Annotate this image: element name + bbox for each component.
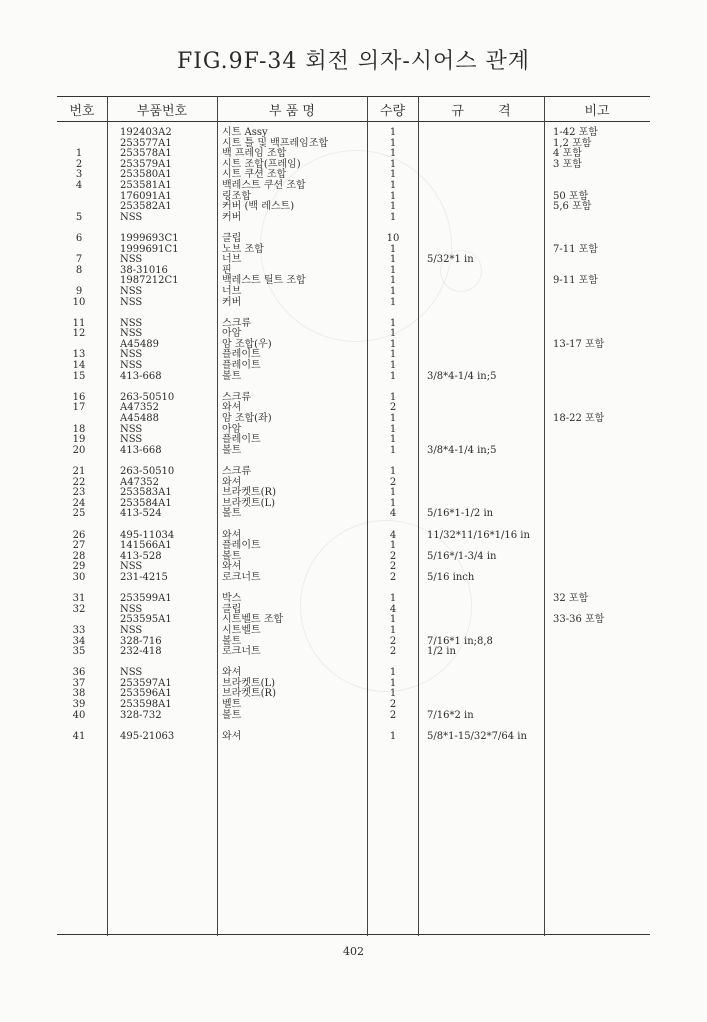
- cell-no: 26: [72, 529, 86, 541]
- cell-spec: 7/16*2 in: [427, 709, 474, 721]
- cell-part-no: NSS: [120, 561, 143, 573]
- table-row: [0, 531, 707, 542]
- page-title: FIG.9F-34 회전 의자-시어스 관계: [176, 49, 531, 74]
- cell-qty: 1: [389, 466, 397, 477]
- cell-part-no: 328-732: [120, 709, 162, 721]
- cell-part-name: 노브 조합: [222, 243, 264, 255]
- cell-part-no: NSS: [120, 423, 143, 435]
- cell-part-name: 와셔: [222, 667, 242, 679]
- cell-qty: 2: [389, 561, 397, 573]
- cell-qty: 2: [389, 571, 397, 583]
- table-row: [0, 287, 707, 298]
- cell-part-name: 볼트: [222, 508, 242, 520]
- cell-qty: 1: [389, 614, 397, 626]
- cell-no: 17: [72, 402, 86, 414]
- cell-part-name: 시트 쿠션 조합: [222, 169, 287, 181]
- table-row: [0, 732, 707, 743]
- cell-part-no: 253577A1: [120, 137, 172, 149]
- cell-part-no: NSS: [120, 603, 143, 615]
- cell-part-no: NSS: [120, 285, 143, 297]
- cell-no: 20: [72, 444, 86, 456]
- cell-no: 28: [72, 550, 86, 562]
- cell-part-no: 253580A1: [120, 169, 172, 181]
- table-row: [0, 192, 707, 203]
- cell-no: 34: [72, 635, 86, 647]
- cell-no: 4: [75, 179, 83, 191]
- cell-part-no: 413-524: [120, 508, 162, 520]
- cell-no: 35: [72, 646, 86, 658]
- cell-part-name: 와셔: [222, 476, 242, 488]
- cell-part-name: 스크류: [222, 466, 251, 477]
- cell-part-name: 백레스트 쿠션 조합: [222, 179, 306, 191]
- table-row: [0, 266, 707, 277]
- cell-no: 6: [75, 232, 83, 244]
- cell-spec: 5/16 inch: [427, 571, 475, 583]
- cell-part-name: 플레이트: [222, 540, 261, 552]
- cell-part-no: 263-50510: [120, 391, 175, 403]
- table-row: [0, 319, 707, 330]
- cell-qty: 1: [389, 127, 397, 138]
- cell-part-name: 브라켓트(L): [222, 677, 276, 689]
- cell-no: 11: [72, 317, 86, 329]
- cell-part-name: 너브: [222, 285, 242, 297]
- cell-no: 31: [72, 593, 86, 605]
- table-row: [0, 414, 707, 425]
- row-group-gap: [0, 308, 707, 319]
- table-row: [0, 499, 707, 510]
- cell-part-no: NSS: [120, 296, 143, 308]
- cell-no: 29: [72, 561, 86, 573]
- cell-no: 41: [72, 730, 86, 742]
- cell-qty: 2: [389, 550, 397, 562]
- cell-qty: 1: [389, 497, 397, 509]
- table-row: [0, 668, 707, 679]
- cell-spec: 5/8*1-15/32*7/64 in: [427, 730, 527, 742]
- table-row: [0, 149, 707, 160]
- header-spec: 규 격: [451, 104, 511, 119]
- cell-part-no: 495-11034: [120, 529, 175, 541]
- cell-qty: 10: [386, 232, 400, 244]
- cell-part-name: 링조합: [222, 190, 251, 202]
- cell-part-name: 클립: [222, 603, 242, 615]
- cell-no: 3: [75, 169, 83, 181]
- cell-part-no: 253583A1: [120, 487, 172, 499]
- cell-no: 24: [72, 497, 86, 509]
- cell-part-no: 413-668: [120, 370, 162, 382]
- table-row: [0, 562, 707, 573]
- cell-qty: 1: [389, 593, 397, 605]
- cell-part-no: NSS: [120, 624, 143, 636]
- table-row: [0, 594, 707, 605]
- cell-part-name: 플레이트: [222, 360, 261, 372]
- cell-qty: 1: [389, 667, 397, 679]
- cell-part-no: 253584A1: [120, 497, 172, 509]
- cell-qty: 1: [389, 243, 397, 255]
- table-row: [0, 139, 707, 150]
- cell-part-name: 볼트: [222, 635, 242, 647]
- cell-part-name: 박스: [222, 593, 242, 605]
- cell-spec: 5/16*1-1/2 in: [427, 508, 494, 520]
- cell-part-no: NSS: [120, 434, 143, 446]
- cell-no: 39: [72, 699, 86, 711]
- cell-no: 9: [75, 285, 83, 297]
- cell-no: 21: [72, 466, 86, 477]
- header-qty: 수량: [379, 104, 406, 119]
- cell-note: 1,2 포함: [553, 137, 592, 149]
- cell-no: 15: [72, 370, 86, 382]
- table-row: [0, 637, 707, 648]
- cell-qty: 1: [389, 211, 397, 223]
- cell-part-no: 413-668: [120, 444, 162, 456]
- cell-qty: 1: [389, 370, 397, 382]
- cell-part-no: NSS: [120, 360, 143, 372]
- cell-spec: 11/32*11/16*1/16 in: [427, 529, 530, 541]
- table-header: [57, 98, 650, 120]
- cell-part-no: 176091A1: [120, 190, 172, 202]
- cell-part-no: NSS: [120, 254, 143, 266]
- table-row: [0, 689, 707, 700]
- cell-qty: 1: [389, 254, 397, 266]
- table-row: [0, 679, 707, 690]
- cell-no: 32: [72, 603, 86, 615]
- table-row: [0, 245, 707, 256]
- table-row: [0, 446, 707, 457]
- table-row: [0, 541, 707, 552]
- cell-part-no: 232-418: [120, 646, 162, 658]
- cell-part-name: 브라켓트(R): [222, 688, 276, 700]
- row-group-gap: [0, 520, 707, 531]
- cell-qty: 1: [389, 179, 397, 191]
- table-row: [0, 276, 707, 287]
- cell-note: 3 포함: [553, 158, 582, 170]
- cell-part-name: 백 프레임 조합: [222, 148, 287, 160]
- table-row: [0, 213, 707, 224]
- cell-qty: 1: [389, 275, 397, 287]
- cell-part-no: 495-21063: [120, 730, 175, 742]
- cell-part-name: 커버: [222, 296, 242, 308]
- cell-part-name: 와셔: [222, 730, 242, 742]
- cell-no: 7: [75, 254, 83, 266]
- cell-part-no: 1987212C1: [120, 275, 179, 287]
- cell-spec: 3/8*4-1/4 in;5: [427, 370, 497, 382]
- cell-qty: 4: [389, 508, 397, 520]
- row-group-gap: [0, 223, 707, 234]
- table-row: [0, 467, 707, 478]
- cell-part-name: 시트 틀 및 백프레임조합: [222, 137, 329, 149]
- row-group-gap: [0, 382, 707, 393]
- cell-no: 18: [72, 423, 86, 435]
- cell-no: 37: [72, 677, 86, 689]
- table-row: [0, 160, 707, 171]
- cell-part-no: 253599A1: [120, 593, 172, 605]
- cell-qty: 1: [389, 487, 397, 499]
- cell-no: 23: [72, 487, 86, 499]
- cell-part-name: 볼트: [222, 370, 242, 382]
- cell-part-no: NSS: [120, 667, 143, 679]
- cell-spec: 7/16*1 in;8,8: [427, 635, 493, 647]
- cell-part-name: 백레스트 틸트 조합: [222, 275, 306, 287]
- cell-qty: 1: [389, 423, 397, 435]
- cell-no: 19: [72, 434, 86, 446]
- cell-part-no: 38-31016: [120, 264, 168, 276]
- cell-part-no: A45488: [120, 413, 160, 425]
- cell-qty: 2: [389, 476, 397, 488]
- header-note: 비고: [584, 104, 610, 119]
- cell-no: 16: [72, 391, 86, 403]
- cell-part-no: 253596A1: [120, 688, 172, 700]
- cell-part-no: 328-716: [120, 635, 162, 647]
- cell-no: 5: [75, 211, 83, 223]
- cell-qty: 2: [389, 709, 397, 721]
- cell-qty: 1: [389, 540, 397, 552]
- cell-part-no: 253582A1: [120, 201, 172, 213]
- cell-note: 32 포함: [553, 593, 589, 605]
- cell-part-no: 253598A1: [120, 699, 172, 711]
- table-row: [0, 425, 707, 436]
- cell-qty: 2: [389, 646, 397, 658]
- cell-note: 18-22 포함: [553, 413, 605, 425]
- cell-part-name: 너브: [222, 254, 242, 266]
- cell-no: 38: [72, 688, 86, 700]
- cell-part-no: 253595A1: [120, 614, 172, 626]
- cell-qty: 1: [389, 434, 397, 446]
- cell-qty: 1: [389, 349, 397, 361]
- cell-qty: 1: [389, 296, 397, 308]
- cell-qty: 1: [389, 730, 397, 742]
- cell-part-name: 로크너트: [222, 571, 261, 583]
- cell-no: 27: [72, 540, 86, 552]
- table-row: [0, 573, 707, 584]
- table-header-rule: [57, 121, 650, 122]
- row-group-gap: [0, 658, 707, 669]
- row-group-gap: [0, 584, 707, 595]
- cell-part-no: NSS: [120, 349, 143, 361]
- cell-part-no: NSS: [120, 328, 143, 340]
- cell-no: 12: [72, 328, 86, 340]
- cell-part-name: 플레이트: [222, 434, 261, 446]
- cell-qty: 4: [389, 529, 397, 541]
- cell-part-no: A45489: [120, 338, 160, 350]
- header-part-no: 부품번호: [136, 104, 188, 119]
- cell-no: 33: [72, 624, 86, 636]
- cell-part-name: 암 조합(좌): [222, 413, 272, 425]
- cell-part-name: 커버 (백 레스트): [222, 201, 295, 213]
- cell-note: 7-11 포함: [553, 243, 598, 255]
- cell-qty: 1: [389, 190, 397, 202]
- cell-qty: 1: [389, 391, 397, 403]
- cell-qty: 1: [389, 148, 397, 160]
- cell-spec: 3/8*4-1/4 in;5: [427, 444, 497, 456]
- table-top-rule: [57, 96, 650, 97]
- table-row: [0, 435, 707, 446]
- table-row: [0, 711, 707, 722]
- cell-qty: 1: [389, 264, 397, 276]
- table-bottom-rule: [57, 934, 650, 935]
- cell-part-name: 클립: [222, 232, 242, 244]
- table-row: [0, 255, 707, 266]
- cell-qty: 1: [389, 317, 397, 329]
- cell-part-name: 핀: [222, 264, 232, 276]
- cell-part-name: 볼트: [222, 709, 242, 721]
- cell-part-no: 253578A1: [120, 148, 172, 160]
- cell-part-no: A47352: [120, 402, 160, 414]
- cell-part-name: 시트 Assy: [222, 127, 268, 138]
- cell-part-name: 브라켓트(R): [222, 487, 276, 499]
- cell-qty: 1: [389, 137, 397, 149]
- cell-qty: 1: [389, 677, 397, 689]
- cell-spec: 5/16*/1-3/4 in: [427, 550, 497, 562]
- table-row: [0, 350, 707, 361]
- cell-no: 22: [72, 476, 86, 488]
- cell-part-no: 1999691C1: [120, 243, 179, 255]
- table-row: [0, 340, 707, 351]
- cell-qty: 1: [389, 169, 397, 181]
- table-row: [0, 128, 707, 139]
- cell-no: 8: [75, 264, 83, 276]
- cell-part-no: NSS: [120, 317, 143, 329]
- cell-part-name: 시트벨트: [222, 624, 261, 636]
- header-no: 번호: [69, 104, 95, 119]
- table-row: [0, 647, 707, 658]
- table-row: [0, 626, 707, 637]
- cell-note: 1-42 포함: [553, 127, 598, 138]
- cell-part-name: 벨트: [222, 699, 242, 711]
- cell-part-name: 볼트: [222, 550, 242, 562]
- cell-part-name: 와셔: [222, 402, 242, 414]
- table-row: [0, 393, 707, 404]
- cell-no: 10: [72, 296, 86, 308]
- header-part-name: 부 품 명: [269, 104, 315, 119]
- cell-qty: 2: [389, 699, 397, 711]
- cell-part-no: 231-4215: [120, 571, 168, 583]
- cell-qty: 1: [389, 285, 397, 297]
- cell-part-no: NSS: [120, 211, 143, 223]
- cell-part-no: A47352: [120, 476, 160, 488]
- cell-part-name: 볼트: [222, 444, 242, 456]
- table-row: [0, 488, 707, 499]
- cell-note: 5,6 포함: [553, 201, 592, 213]
- cell-part-name: 와셔: [222, 529, 242, 541]
- table-row: [0, 372, 707, 383]
- cell-part-name: 플레이트: [222, 349, 261, 361]
- cell-part-name: 와셔: [222, 561, 242, 573]
- cell-part-name: 브라켓트(L): [222, 497, 276, 509]
- cell-qty: 4: [389, 603, 397, 615]
- cell-part-no: 192403A2: [120, 127, 172, 138]
- table-row: [0, 478, 707, 489]
- cell-part-name: 암 조합(우): [222, 338, 272, 350]
- cell-qty: 1: [389, 338, 397, 350]
- cell-part-no: 413-528: [120, 550, 162, 562]
- cell-no: 36: [72, 667, 86, 679]
- cell-part-no: 253597A1: [120, 677, 172, 689]
- cell-note: 50 포함: [553, 190, 589, 202]
- table-row: [0, 170, 707, 181]
- page-number: 402: [343, 945, 364, 958]
- cell-spec: 5/32*1 in: [427, 254, 474, 266]
- cell-part-name: 아암: [222, 328, 242, 340]
- table-row: [0, 202, 707, 213]
- table-row: [0, 298, 707, 309]
- row-group-gap: [0, 721, 707, 732]
- cell-part-name: 스크류: [222, 391, 251, 403]
- cell-part-name: 커버: [222, 211, 242, 223]
- parts-table-body: [0, 128, 707, 742]
- cell-part-no: 253581A1: [120, 179, 172, 191]
- cell-qty: 1: [389, 624, 397, 636]
- cell-no: 40: [72, 709, 86, 721]
- cell-no: 13: [72, 349, 86, 361]
- cell-part-no: 253579A1: [120, 158, 172, 170]
- table-row: [0, 361, 707, 372]
- cell-part-name: 아암: [222, 423, 242, 435]
- cell-no: 1: [75, 148, 83, 160]
- cell-no: 30: [72, 571, 86, 583]
- cell-qty: 1: [389, 158, 397, 170]
- cell-qty: 1: [389, 328, 397, 340]
- cell-qty: 1: [389, 444, 397, 456]
- cell-qty: 1: [389, 201, 397, 213]
- cell-part-no: 141566A1: [120, 540, 172, 552]
- cell-part-name: 로크너트: [222, 646, 261, 658]
- cell-spec: 1/2 in: [427, 646, 456, 658]
- cell-note: 9-11 포함: [553, 275, 598, 287]
- cell-no: 14: [72, 360, 86, 372]
- cell-qty: 1: [389, 688, 397, 700]
- table-row: [0, 234, 707, 245]
- cell-part-name: 시트벨트 조합: [222, 614, 284, 626]
- cell-qty: 2: [389, 635, 397, 647]
- cell-qty: 2: [389, 402, 397, 414]
- cell-note: 13-17 포함: [553, 338, 605, 350]
- cell-note: 4 포함: [553, 148, 582, 160]
- cell-part-name: 스크류: [222, 317, 251, 329]
- table-row: [0, 552, 707, 563]
- cell-qty: 1: [389, 413, 397, 425]
- table-row: [0, 509, 707, 520]
- cell-no: 25: [72, 508, 86, 520]
- cell-part-no: 1999693C1: [120, 232, 179, 244]
- row-group-gap: [0, 456, 707, 467]
- cell-part-name: 시트 조합(프레임): [222, 158, 301, 170]
- table-row: [0, 181, 707, 192]
- cell-no: 2: [75, 158, 83, 170]
- table-row: [0, 700, 707, 711]
- cell-note: 33-36 포함: [553, 614, 605, 626]
- cell-qty: 1: [389, 360, 397, 372]
- table-row: [0, 615, 707, 626]
- cell-part-no: 263-50510: [120, 466, 175, 477]
